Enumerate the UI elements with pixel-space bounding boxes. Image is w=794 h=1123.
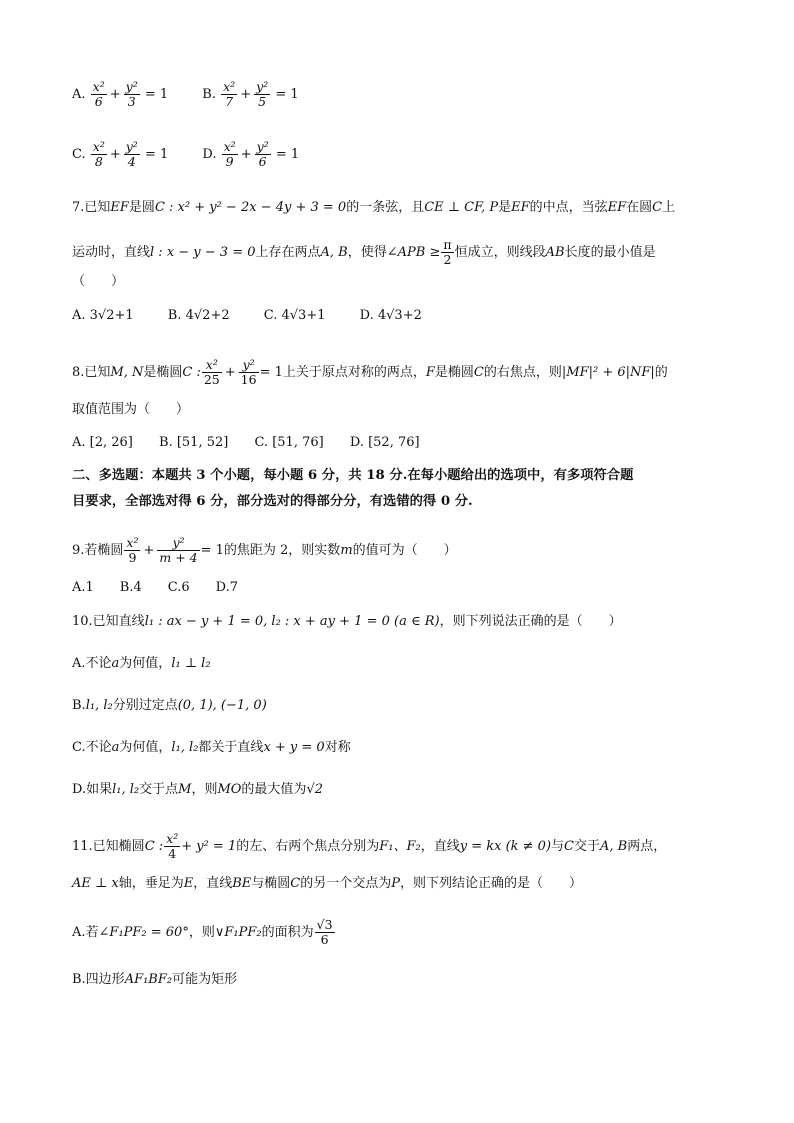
text: 9.若椭圆 (72, 543, 124, 558)
math: l₁ ⊥ l₂ (171, 656, 211, 671)
math: EF (607, 200, 627, 215)
text: 可能为矩形 (172, 972, 238, 987)
text: 的值可为（ ） (352, 543, 457, 558)
text: 的另一个交点为 (300, 876, 392, 891)
text: ，则 (188, 925, 215, 940)
option-label: A. (72, 87, 86, 102)
q6-options-row-1 (72, 80, 329, 109)
denominator: 16 (240, 372, 257, 387)
math: l₁, l₂ (85, 698, 113, 713)
math: = 1 (200, 543, 224, 558)
math: C : x² + y² − 2x − 4y + 3 = 0 (154, 200, 347, 215)
math: BE (232, 876, 252, 891)
q6-option-a: A. $\frac{\text{x²}}{6}$ + $\frac{\text{y²}}{3}$ = 1 (72, 79, 169, 109)
numerator: y² (125, 139, 138, 154)
fraction (157, 536, 199, 565)
text: 为何值， (119, 740, 172, 755)
q8-option-b: B. [51, 52] (159, 435, 229, 450)
text: 10.已知直线 (72, 614, 145, 629)
text: 的最大值为 (241, 782, 307, 797)
math: ∠F₁PF₂ = 60° (98, 925, 189, 940)
text: 是椭圆 (434, 365, 474, 380)
q11-option-a (72, 918, 336, 947)
text: 为何值， (119, 656, 172, 671)
text: C.不论 (72, 740, 112, 755)
fraction-pi-over-2 (441, 238, 453, 267)
q11-stem-line-1 (72, 832, 666, 861)
text: 对称 (324, 740, 351, 755)
q8-options (72, 433, 450, 453)
text: 的中点，当弦 (529, 200, 608, 215)
math: A, B (320, 245, 348, 260)
numerator: x² (223, 139, 236, 154)
text: B.四边形 (72, 972, 125, 987)
option-label: C. (72, 147, 86, 162)
section-heading: 二、多选题：本题共 3 个小题，每小题 6 分，共 18 分.在每小题给出的选项中，有多项符合题 (72, 468, 634, 483)
denominator: 3 (127, 94, 136, 109)
math: C : (182, 365, 201, 380)
math: CE ⊥ CF, P (424, 200, 499, 215)
math: ∠APB ≥ (386, 245, 441, 260)
denominator: 6 (258, 154, 267, 169)
denominator: 9 (128, 550, 137, 565)
numerator: x² (92, 139, 105, 154)
math: M (178, 782, 192, 797)
math: MO (217, 782, 242, 797)
text: ，直线 (193, 876, 233, 891)
denominator: 9 (225, 154, 234, 169)
q7-answer-paren (72, 272, 124, 292)
math: C (652, 200, 663, 215)
q6-option-c: C. $\frac{\text{x²}}{8}$ + $\frac{\text{y²}}{4}$ = 1 (72, 139, 169, 169)
text: 都关于直线 (198, 740, 264, 755)
math: C (564, 839, 574, 854)
text: 上存在两点 (255, 245, 321, 260)
text: 交于 (574, 839, 601, 854)
q11-stem-line-2 (72, 874, 582, 894)
text: 是椭圆 (143, 365, 183, 380)
q8-stem-line-1: 8.已知M, N是椭圆C : $\frac{\text{x²}}{25}$ + $\frac{\text{y²}}{16}$ = 1上关于原点对称的两点，F是椭圆C的右焦点，则|MF|² + 6|NF|的 (72, 357, 668, 387)
numerator: x² (223, 79, 236, 94)
text: A.若 (72, 925, 99, 940)
math: a (111, 740, 120, 755)
q10-stem (72, 612, 622, 632)
math: F₁、F₂ (379, 839, 421, 854)
equation-rhs: = 1 (275, 87, 299, 102)
denominator: 6 (94, 94, 103, 109)
q6-options-row-2 (72, 140, 329, 169)
text: ，直线 (420, 839, 460, 854)
option-label: D. (202, 147, 217, 162)
q7-option-b: B. 4√2+2 (167, 308, 230, 323)
denominator: 8 (94, 154, 103, 169)
text: 交于点 (139, 782, 179, 797)
denominator: 6 (320, 932, 329, 947)
numerator: π (443, 237, 452, 252)
answer-blank: （ ） (72, 274, 125, 289)
fraction (239, 358, 259, 387)
numerator: y² (239, 358, 259, 373)
text: 轴，垂足为 (118, 876, 184, 891)
text: 11.已知椭圆 (72, 839, 145, 854)
math: AB (545, 245, 565, 260)
q7-option-a: A. 3√2+1 (72, 308, 134, 323)
q8-option-a: A. [2, 26] (72, 435, 133, 450)
q10-option-c (72, 738, 351, 758)
math: C (290, 876, 301, 891)
q8-option-c: C. [51, 76] (254, 435, 324, 450)
q9-stem: 9.若椭圆 $\frac{\text{x²}}{9}$ + $\frac{\text{y²}}{m + 4}$ = 1的焦距为 2，则实数m的值可为（ ） (72, 535, 457, 565)
math: EF (110, 200, 129, 215)
q11-option-b (72, 970, 237, 990)
fraction (164, 832, 180, 861)
q7-stem-line-2 (72, 238, 656, 267)
section-2-header-line-1 (72, 466, 633, 486)
text: 运动时，直线 (72, 245, 151, 260)
math: + y² = 1 (181, 839, 237, 854)
math: C (473, 365, 484, 380)
math: F (425, 365, 435, 380)
section-2-header-line-2 (72, 492, 473, 512)
math: E (183, 876, 194, 891)
fraction (202, 358, 222, 387)
q7-options (72, 306, 452, 326)
q7-stem-line-1 (72, 198, 675, 218)
q8-stem-line-2 (72, 400, 189, 420)
equation-rhs: = 1 (275, 147, 300, 162)
denominator: 7 (225, 94, 234, 109)
option-label: B. (202, 87, 216, 102)
text: 分别过定点 (112, 698, 178, 713)
q6-option-b: B. $\frac{\text{x²}}{7}$ + $\frac{\text{y²}}{5}$ = 1 (202, 79, 299, 109)
numerator: √3 (316, 917, 333, 932)
equation-rhs: = 1 (144, 87, 169, 102)
numerator: y² (157, 536, 199, 551)
denominator: m + 4 (159, 550, 198, 565)
text: 8.已知 (72, 365, 111, 380)
text: A.不论 (72, 656, 112, 671)
numerator: y² (125, 79, 138, 94)
denominator: 5 (258, 94, 267, 109)
text: 的面积为 (261, 925, 314, 940)
math: √2 (306, 782, 323, 797)
math: = 1 (259, 365, 283, 380)
text: ，则下列结论正确的是（ ） (400, 876, 583, 891)
text: 是 (498, 200, 512, 215)
q10-option-d (72, 780, 323, 800)
math: ∨F₁PF₂ (214, 925, 262, 940)
text: ，使得 (347, 245, 387, 260)
text: 恒成立，则线段 (454, 245, 546, 260)
numerator: y² (256, 139, 269, 154)
math: l₁ : ax − y + 1 = 0, l₂ : x + ay + 1 = 0 (a ∈ R) (144, 614, 440, 629)
q6-option-d: D. $\frac{\text{x²}}{9}$ + $\frac{\text{y²}}{6}$ = 1 (202, 139, 300, 169)
text: 的一条弦，且 (346, 200, 425, 215)
numerator: x² (166, 831, 179, 846)
q7-option-d: D. 4√3+2 (359, 308, 422, 323)
q7-option-c: C. 4√3+1 (263, 308, 326, 323)
numerator: x² (92, 79, 105, 94)
math: y = kx (k ≠ 0) (459, 839, 552, 854)
math: m (340, 543, 353, 558)
text: 7.已知 (72, 200, 111, 215)
numerator: x² (202, 358, 222, 373)
math: l₁, l₂ (171, 740, 199, 755)
math: EF (511, 200, 530, 215)
math: a (111, 656, 120, 671)
text: 与 (551, 839, 565, 854)
text: D.如果 (72, 782, 113, 797)
q10-option-b (72, 696, 267, 716)
math: A, B (600, 839, 628, 854)
equation-rhs: = 1 (144, 147, 169, 162)
q8-option-d: D. [52, 76] (349, 435, 420, 450)
text: 是圆 (128, 200, 155, 215)
math: C : (144, 839, 164, 854)
math: l : x − y − 3 = 0 (150, 245, 256, 260)
fraction (124, 536, 140, 565)
section-heading: 目要求，全部选对得 6 分，部分选对的得部分分，有选错的得 0 分. (72, 494, 473, 509)
text: B. (72, 698, 86, 713)
text: ，则 (191, 782, 218, 797)
fraction (315, 918, 335, 947)
math: x + y = 0 (263, 740, 325, 755)
text: ，则下列说法正确的是（ ） (439, 614, 622, 629)
math: AF₁BF₂ (124, 972, 173, 987)
text: 上关于原点对称的两点， (282, 365, 426, 380)
text: 在圆 (626, 200, 653, 215)
denominator: 4 (127, 154, 136, 169)
math: |MF|² + 6|NF| (561, 365, 655, 380)
math: l₁, l₂ (112, 782, 140, 797)
text: 两点， (627, 839, 667, 854)
math: P (391, 876, 401, 891)
text: 上 (662, 200, 676, 215)
text: 的焦距为 2，则实数 (223, 543, 341, 558)
denominator: 4 (168, 846, 177, 861)
math: (0, 1), (−1, 0) (177, 698, 267, 713)
text: 的 (654, 365, 668, 380)
q9-options (72, 578, 238, 598)
text: 的右焦点，则 (483, 365, 562, 380)
text: 取值范围为（ ） (72, 402, 190, 417)
text: 的左、右两个焦点分别为 (236, 839, 380, 854)
q9-options-text: A.1 B.4 C.6 D.7 (72, 580, 238, 595)
math: M, N (110, 365, 144, 380)
text: 与椭圆 (251, 876, 291, 891)
numerator: y² (256, 79, 269, 94)
q10-option-a (72, 654, 211, 674)
denominator: 2 (443, 252, 452, 267)
numerator: x² (126, 535, 139, 550)
text: 长度的最小值是 (564, 245, 656, 260)
denominator: 25 (203, 372, 220, 387)
math: AE ⊥ x (72, 876, 119, 891)
